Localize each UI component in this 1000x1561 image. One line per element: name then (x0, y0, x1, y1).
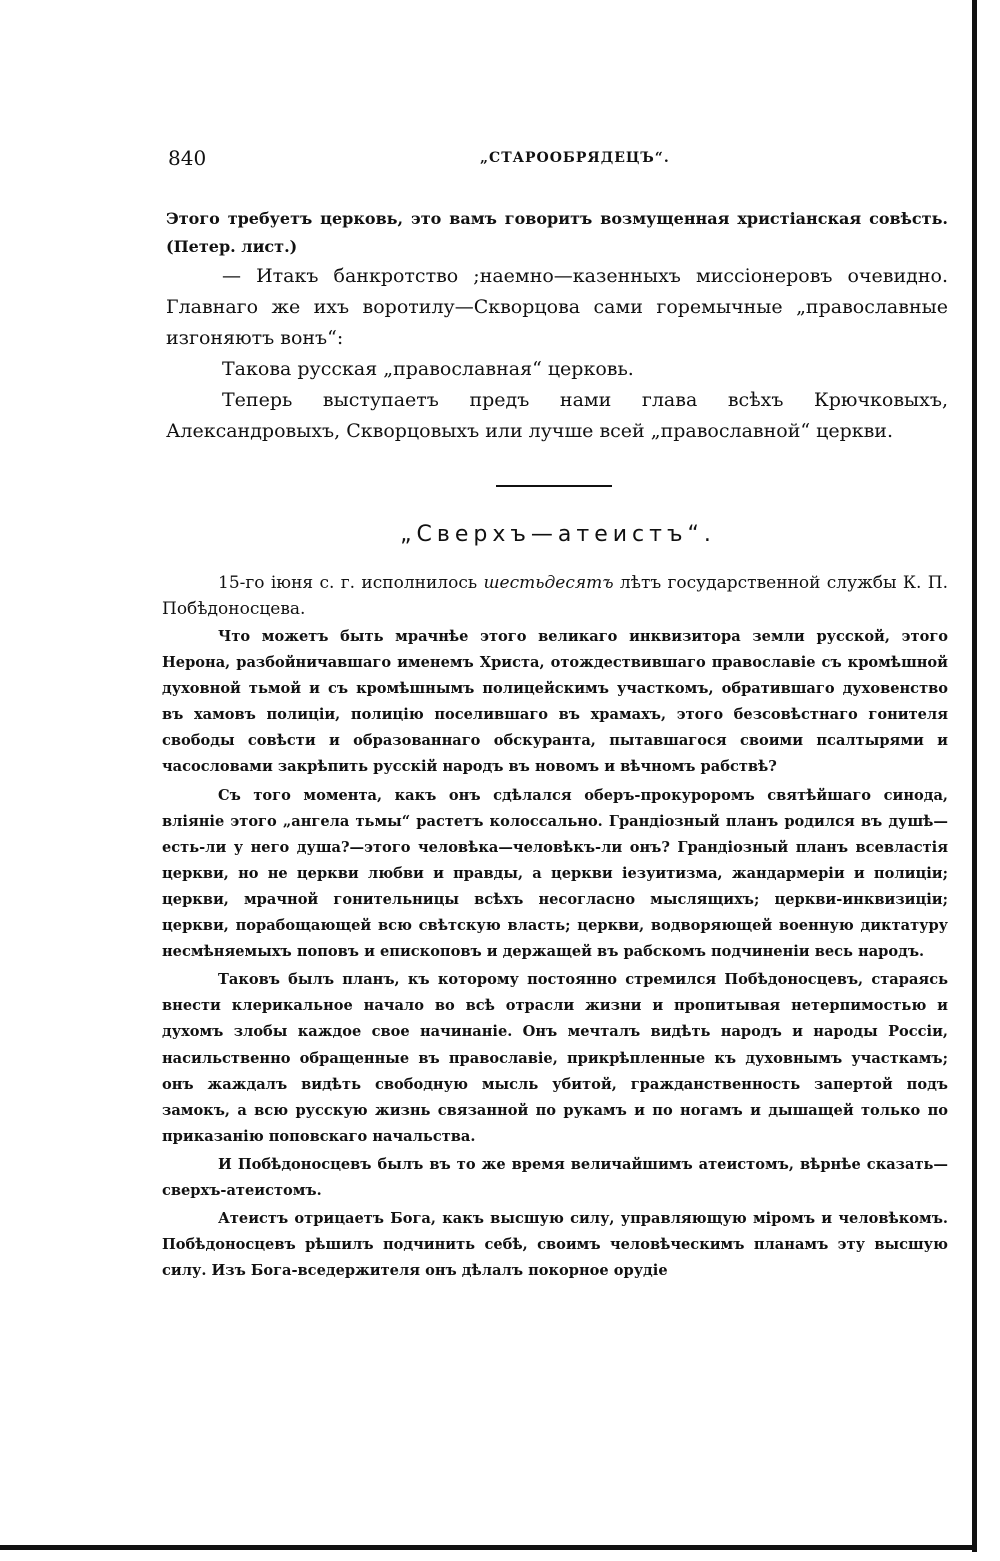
running-title: „СТАРООБРЯДЕЦЪ“. (480, 150, 670, 166)
emphasis-text: шестьдесятъ (483, 573, 614, 593)
section-title: „Сверхъ—атеистъ“. (400, 522, 716, 547)
paragraph (162, 570, 948, 622)
paragraph: Такова русская „православная“ церковь. (222, 358, 634, 380)
page-number: 840 (168, 146, 207, 170)
paragraph: Таковъ былъ планъ, къ которому постоянно стремился Побѣдоносцевъ, стараясь внести клерикальное начало во всѣ отрасли жизни и пропитывая нетерпимостью и духомъ злобы каждое свое начинаніе. Онъ мечталъ видѣть народъ и народы Россіи, насильственно обращенные въ православіе, прикрѣпленные къ духовнымъ участкамъ; онъ жаждалъ видѣть свободную мысль убитой, гражданственность запертой подъ замокъ, а всю русскую жизнь связанной по рукамъ и по ногамъ и дышащей только по приказанію поповскаго начальства. (162, 971, 948, 1145)
paragraph: Этого требуетъ церковь, это вамъ говоритъ возмущенная христіанская совѣсть. (Петер. лист.) (166, 209, 948, 256)
page-header (168, 146, 948, 170)
paragraph: Теперь выступаетъ предъ нами глава всѣхъ Крючковыхъ, Александровыхъ, Скворцовыхъ или лучше всей „православной“ церкви. (166, 389, 948, 442)
intro-text (166, 205, 948, 447)
section-divider (496, 485, 612, 487)
paragraph: Атеистъ отрицаетъ Бога, какъ высшую силу, управляющую міромъ и человѣкомъ. Побѣдоносцевъ рѣшилъ подчинить себѣ, своимъ человѣческимъ планамъ эту высшую силу. Изъ Бога-вседержителя онъ дѣлалъ покорное орудіе (162, 1210, 948, 1280)
paragraph: Что можетъ быть мрачнѣе этого великаго инквизитора земли русской, этого Нерона, разбойничавшаго именемъ Христа, отождествившаго православіе съ кромѣшной духовной тьмой и съ кромѣшнымъ полицейскимъ участкомъ, обратившаго духовенство въ хамовъ полиціи, полицію поселившаго въ храмахъ, этого безсовѣстнаго гонителя свободы совѣсти и образованнаго обскуранта, пытавшагося своими псалтырями и часословами закрѣпить русскій народъ въ новомъ и вѣчномъ рабствѣ? (162, 628, 948, 776)
page-border-bottom (0, 1545, 977, 1550)
page-border-right (972, 0, 977, 1552)
paragraph: — Итакъ банкротство ;наемно—казенныхъ миссіонеровъ очевидно. Главнаго же ихъ воротилу—Скворцова сами горемычные „православные изгоняютъ вонъ“: (166, 265, 948, 349)
text-run: 15-го іюня с. г. исполнилось (218, 573, 484, 593)
paragraph: И Побѣдоносцевъ былъ въ то же время величайшимъ атеистомъ, вѣрнѣе сказать—сверхъ-атеистомъ. (162, 1155, 948, 1199)
paragraph: Съ того момента, какъ онъ сдѣлался оберъ-прокуроромъ святѣйшаго синода, вліяніе этого „ангела тьмы“ растетъ колоссально. Грандіозный планъ родился въ душѣ—есть-ли у него душа?—этого человѣка—человѣкъ-ли онъ? Грандіозный планъ всевластія церкви, но не церкви любви и правды, а церкви іезуитизма, жандармеріи и полиціи; церкви, мрачной гонительницы всѣхъ несогласно мыслящихъ; церкви-инквизиціи; церкви, порабощающей всю свѣтскую власть; церкви, водворяющей военную диктатуру несмѣняемыхъ поповъ и епископовъ и держащей въ рабскомъ подчиненіи весь народъ. (162, 786, 948, 961)
text-run: лѣтъ государственной службы К. П. Побѣдоносцева. (162, 573, 948, 619)
article-body (162, 570, 948, 1286)
